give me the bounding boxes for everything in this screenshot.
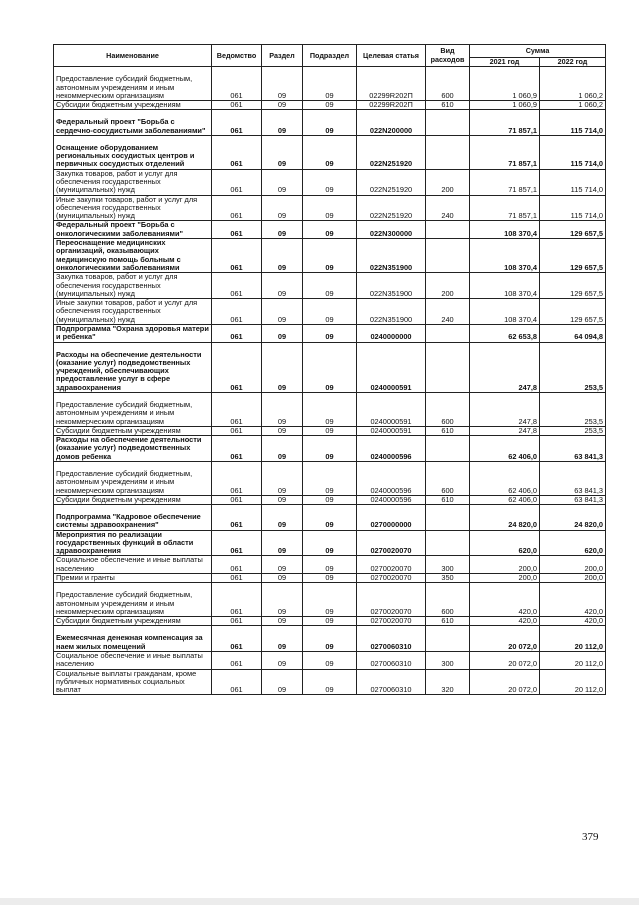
cell-sum-2022: 129 657,5 <box>540 299 606 325</box>
cell-name: Закупка товаров, работ и услуг для обеспечения государственных (муниципальных) нужд <box>54 273 212 299</box>
header-year-2022: 2022 год <box>540 58 606 67</box>
cell-sum-2022: 1 060,2 <box>540 101 606 110</box>
cell-subsection: 09 <box>303 221 357 239</box>
cell-subsection: 09 <box>303 574 357 583</box>
cell-department: 061 <box>212 169 262 195</box>
cell-department: 061 <box>212 67 262 101</box>
cell-department: 061 <box>212 505 262 531</box>
cell-name: Предоставление субсидий бюджетным, автономным учреждениям и иным некоммерческим организациям <box>54 462 212 496</box>
table-row <box>54 530 606 556</box>
cell-sum-2021: 71 857,1 <box>470 169 540 195</box>
cell-sum-2022: 20 112,0 <box>540 669 606 695</box>
cell-section: 09 <box>262 574 303 583</box>
cell-department: 061 <box>212 617 262 626</box>
cell-sum-2022: 115 714,0 <box>540 110 606 136</box>
cell-section: 09 <box>262 495 303 504</box>
cell-target-article: 0270020070 <box>357 617 426 626</box>
header-sum: Сумма <box>470 45 606 58</box>
cell-sum-2022: 115 714,0 <box>540 195 606 221</box>
cell-department: 061 <box>212 325 262 343</box>
cell-sum-2022: 115 714,0 <box>540 169 606 195</box>
cell-subsection: 09 <box>303 273 357 299</box>
cell-department: 061 <box>212 393 262 427</box>
cell-target-article: 0270060310 <box>357 626 426 652</box>
cell-department: 061 <box>212 342 262 392</box>
cell-sum-2021: 247,8 <box>470 393 540 427</box>
cell-sum-2022: 63 841,3 <box>540 436 606 462</box>
header-subsection: Подраздел <box>303 45 357 67</box>
cell-subsection: 09 <box>303 101 357 110</box>
table-row <box>54 273 606 299</box>
cell-sum-2022: 253,5 <box>540 393 606 427</box>
table-row <box>54 393 606 427</box>
cell-name: Подпрограмма "Кадровое обеспечение системы здравоохранения" <box>54 505 212 531</box>
cell-department: 061 <box>212 530 262 556</box>
cell-expense-type <box>426 530 470 556</box>
cell-name: Закупка товаров, работ и услуг для обеспечения государственных (муниципальных) нужд <box>54 169 212 195</box>
cell-sum-2022: 129 657,5 <box>540 273 606 299</box>
cell-sum-2022: 420,0 <box>540 583 606 617</box>
cell-sum-2022: 20 112,0 <box>540 651 606 669</box>
cell-sum-2022: 64 094,8 <box>540 325 606 343</box>
cell-subsection: 09 <box>303 556 357 574</box>
cell-expense-type: 600 <box>426 67 470 101</box>
cell-expense-type: 320 <box>426 669 470 695</box>
cell-section: 09 <box>262 505 303 531</box>
cell-subsection: 09 <box>303 583 357 617</box>
cell-expense-type <box>426 239 470 273</box>
cell-expense-type: 300 <box>426 651 470 669</box>
cell-section: 09 <box>262 556 303 574</box>
table-row <box>54 462 606 496</box>
header-name: Наименование <box>54 45 212 67</box>
cell-expense-type <box>426 110 470 136</box>
cell-expense-type: 610 <box>426 617 470 626</box>
cell-department: 061 <box>212 436 262 462</box>
table-row <box>54 583 606 617</box>
table-header <box>54 45 606 67</box>
cell-expense-type <box>426 505 470 531</box>
cell-sum-2022: 129 657,5 <box>540 239 606 273</box>
cell-section: 09 <box>262 135 303 169</box>
cell-name: Субсидии бюджетным учреждениям <box>54 495 212 504</box>
cell-sum-2022: 200,0 <box>540 574 606 583</box>
cell-name: Ежемесячная денежная компенсация за наем жилых помещений <box>54 626 212 652</box>
cell-sum-2022: 63 841,3 <box>540 462 606 496</box>
cell-target-article: 0240000000 <box>357 325 426 343</box>
cell-target-article: 0240000596 <box>357 495 426 504</box>
cell-target-article: 022N300000 <box>357 221 426 239</box>
table-row <box>54 169 606 195</box>
cell-sum-2021: 620,0 <box>470 530 540 556</box>
cell-sum-2022: 1 060,2 <box>540 67 606 101</box>
cell-subsection: 09 <box>303 239 357 273</box>
table-row <box>54 556 606 574</box>
table-row <box>54 505 606 531</box>
header-section: Раздел <box>262 45 303 67</box>
cell-subsection: 09 <box>303 135 357 169</box>
cell-department: 061 <box>212 583 262 617</box>
cell-sum-2021: 62 406,0 <box>470 462 540 496</box>
cell-department: 061 <box>212 574 262 583</box>
cell-subsection: 09 <box>303 110 357 136</box>
cell-target-article: 0270020070 <box>357 583 426 617</box>
header-target-article: Целевая статья <box>357 45 426 67</box>
cell-target-article: 022N200000 <box>357 110 426 136</box>
cell-section: 09 <box>262 426 303 435</box>
cell-section: 09 <box>262 436 303 462</box>
cell-expense-type <box>426 325 470 343</box>
cell-sum-2021: 108 370,4 <box>470 221 540 239</box>
table-row <box>54 135 606 169</box>
cell-sum-2021: 24 820,0 <box>470 505 540 531</box>
cell-subsection: 09 <box>303 505 357 531</box>
cell-subsection: 09 <box>303 462 357 496</box>
cell-expense-type <box>426 135 470 169</box>
cell-name: Субсидии бюджетным учреждениям <box>54 426 212 435</box>
cell-section: 09 <box>262 325 303 343</box>
cell-sum-2021: 247,8 <box>470 342 540 392</box>
cell-subsection: 09 <box>303 325 357 343</box>
table-row <box>54 574 606 583</box>
table-row <box>54 495 606 504</box>
table-row <box>54 325 606 343</box>
cell-expense-type: 600 <box>426 583 470 617</box>
cell-subsection: 09 <box>303 299 357 325</box>
table-row <box>54 342 606 392</box>
cell-name: Предоставление субсидий бюджетным, автономным учреждениям и иным некоммерческим организациям <box>54 67 212 101</box>
page-number: 379 <box>582 831 599 843</box>
cell-subsection: 09 <box>303 342 357 392</box>
cell-name: Социальное обеспечение и иные выплаты населению <box>54 556 212 574</box>
cell-sum-2021: 108 370,4 <box>470 299 540 325</box>
cell-expense-type: 200 <box>426 169 470 195</box>
cell-name: Иные закупки товаров, работ и услуг для обеспечения государственных (муниципальных) нужд <box>54 299 212 325</box>
cell-sum-2021: 200,0 <box>470 556 540 574</box>
cell-sum-2021: 62 406,0 <box>470 495 540 504</box>
cell-target-article: 0270020070 <box>357 530 426 556</box>
cell-target-article: 02299R202П <box>357 101 426 110</box>
cell-section: 09 <box>262 273 303 299</box>
cell-sum-2021: 247,8 <box>470 426 540 435</box>
cell-department: 061 <box>212 273 262 299</box>
header-expense-type: Вид расходов <box>426 45 470 67</box>
cell-section: 09 <box>262 101 303 110</box>
cell-department: 061 <box>212 239 262 273</box>
cell-sum-2022: 620,0 <box>540 530 606 556</box>
cell-expense-type: 610 <box>426 495 470 504</box>
cell-section: 09 <box>262 239 303 273</box>
cell-section: 09 <box>262 299 303 325</box>
cell-department: 061 <box>212 462 262 496</box>
cell-section: 09 <box>262 583 303 617</box>
cell-sum-2022: 115 714,0 <box>540 135 606 169</box>
cell-section: 09 <box>262 651 303 669</box>
cell-expense-type <box>426 221 470 239</box>
cell-sum-2022: 129 657,5 <box>540 221 606 239</box>
cell-sum-2021: 20 072,0 <box>470 669 540 695</box>
cell-sum-2021: 1 060,9 <box>470 67 540 101</box>
cell-expense-type: 240 <box>426 299 470 325</box>
cell-sum-2021: 200,0 <box>470 574 540 583</box>
cell-target-article: 0240000591 <box>357 393 426 427</box>
cell-target-article: 022N251920 <box>357 169 426 195</box>
cell-department: 061 <box>212 651 262 669</box>
cell-subsection: 09 <box>303 495 357 504</box>
cell-department: 061 <box>212 299 262 325</box>
cell-target-article: 0270060310 <box>357 669 426 695</box>
cell-name: Иные закупки товаров, работ и услуг для обеспечения государственных (муниципальных) нужд <box>54 195 212 221</box>
cell-name: Оснащение оборудованием региональных сосудистых центров и первичных сосудистых отделений <box>54 135 212 169</box>
table-row <box>54 626 606 652</box>
table-row <box>54 110 606 136</box>
cell-sum-2021: 420,0 <box>470 617 540 626</box>
cell-sum-2022: 20 112,0 <box>540 626 606 652</box>
cell-expense-type: 200 <box>426 273 470 299</box>
cell-subsection: 09 <box>303 436 357 462</box>
cell-target-article: 022N351900 <box>357 299 426 325</box>
cell-department: 061 <box>212 626 262 652</box>
cell-sum-2021: 108 370,4 <box>470 239 540 273</box>
cell-section: 09 <box>262 530 303 556</box>
cell-subsection: 09 <box>303 426 357 435</box>
cell-name: Мероприятия по реализации государственных функций в области здравоохранения <box>54 530 212 556</box>
cell-name: Субсидии бюджетным учреждениям <box>54 101 212 110</box>
cell-name: Переоснащение медицинских организаций, оказывающих медицинскую помощь больным с онкологическими заболеваниями <box>54 239 212 273</box>
cell-subsection: 09 <box>303 617 357 626</box>
cell-section: 09 <box>262 67 303 101</box>
cell-sum-2022: 420,0 <box>540 617 606 626</box>
cell-sum-2021: 71 857,1 <box>470 195 540 221</box>
cell-sum-2022: 24 820,0 <box>540 505 606 531</box>
cell-sum-2021: 20 072,0 <box>470 626 540 652</box>
cell-expense-type: 610 <box>426 101 470 110</box>
cell-target-article: 022N251920 <box>357 195 426 221</box>
cell-subsection: 09 <box>303 669 357 695</box>
cell-section: 09 <box>262 110 303 136</box>
cell-target-article: 022N351900 <box>357 239 426 273</box>
cell-department: 061 <box>212 495 262 504</box>
cell-sum-2022: 63 841,3 <box>540 495 606 504</box>
cell-sum-2021: 71 857,1 <box>470 135 540 169</box>
cell-section: 09 <box>262 221 303 239</box>
cell-sum-2022: 200,0 <box>540 556 606 574</box>
cell-expense-type: 610 <box>426 426 470 435</box>
cell-name: Федеральный проект "Борьба с сердечно-сосудистыми заболеваниями" <box>54 110 212 136</box>
table-row <box>54 239 606 273</box>
cell-department: 061 <box>212 135 262 169</box>
cell-section: 09 <box>262 617 303 626</box>
cell-sum-2021: 420,0 <box>470 583 540 617</box>
cell-name: Расходы на обеспечение деятельности (оказание услуг) подведомственных учреждений, обеспечивающих предоставление услуг в сфере здравоохранения <box>54 342 212 392</box>
cell-target-article: 022N251920 <box>357 135 426 169</box>
cell-department: 061 <box>212 221 262 239</box>
cell-expense-type: 350 <box>426 574 470 583</box>
cell-section: 09 <box>262 169 303 195</box>
table-row <box>54 669 606 695</box>
cell-target-article: 0240000596 <box>357 436 426 462</box>
table-row <box>54 221 606 239</box>
cell-subsection: 09 <box>303 393 357 427</box>
cell-target-article: 0240000596 <box>357 462 426 496</box>
cell-target-article: 0270060310 <box>357 651 426 669</box>
cell-target-article: 0270000000 <box>357 505 426 531</box>
cell-sum-2021: 20 072,0 <box>470 651 540 669</box>
table-row <box>54 617 606 626</box>
cell-section: 09 <box>262 462 303 496</box>
cell-section: 09 <box>262 626 303 652</box>
table-row <box>54 651 606 669</box>
table-row <box>54 67 606 101</box>
table-row <box>54 299 606 325</box>
cell-sum-2022: 253,5 <box>540 342 606 392</box>
cell-department: 061 <box>212 426 262 435</box>
cell-sum-2021: 71 857,1 <box>470 110 540 136</box>
cell-section: 09 <box>262 393 303 427</box>
cell-name: Предоставление субсидий бюджетным, автономным учреждениям и иным некоммерческим организациям <box>54 583 212 617</box>
cell-subsection: 09 <box>303 67 357 101</box>
cell-department: 061 <box>212 110 262 136</box>
cell-sum-2022: 253,5 <box>540 426 606 435</box>
cell-name: Социальное обеспечение и иные выплаты населению <box>54 651 212 669</box>
cell-expense-type <box>426 626 470 652</box>
cell-sum-2021: 1 060,9 <box>470 101 540 110</box>
cell-target-article: 0240000591 <box>357 342 426 392</box>
cell-department: 061 <box>212 101 262 110</box>
table-body <box>54 67 606 695</box>
cell-sum-2021: 62 653,8 <box>470 325 540 343</box>
cell-name: Федеральный проект "Борьба с онкологическими заболеваниями" <box>54 221 212 239</box>
cell-subsection: 09 <box>303 169 357 195</box>
cell-department: 061 <box>212 556 262 574</box>
cell-expense-type: 240 <box>426 195 470 221</box>
cell-name: Социальные выплаты гражданам, кроме публичных нормативных социальных выплат <box>54 669 212 695</box>
cell-expense-type <box>426 342 470 392</box>
cell-name: Подпрограмма "Охрана здоровья матери и ребенка" <box>54 325 212 343</box>
cell-name: Предоставление субсидий бюджетным, автономным учреждениям и иным некоммерческим организациям <box>54 393 212 427</box>
cell-subsection: 09 <box>303 195 357 221</box>
cell-target-article: 0270020070 <box>357 574 426 583</box>
cell-section: 09 <box>262 669 303 695</box>
cell-subsection: 09 <box>303 651 357 669</box>
cell-section: 09 <box>262 342 303 392</box>
cell-name: Премии и гранты <box>54 574 212 583</box>
cell-target-article: 022N351900 <box>357 273 426 299</box>
cell-department: 061 <box>212 195 262 221</box>
cell-sum-2021: 108 370,4 <box>470 273 540 299</box>
cell-expense-type: 600 <box>426 393 470 427</box>
cell-name: Расходы на обеспечение деятельности (оказание услуг) подведомственных домов ребенка <box>54 436 212 462</box>
header-department: Ведомство <box>212 45 262 67</box>
cell-target-article: 02299R202П <box>357 67 426 101</box>
cell-expense-type <box>426 436 470 462</box>
cell-target-article: 0240000591 <box>357 426 426 435</box>
table-row <box>54 436 606 462</box>
cell-sum-2021: 62 406,0 <box>470 436 540 462</box>
header-year-2021: 2021 год <box>470 58 540 67</box>
table-row <box>54 195 606 221</box>
cell-subsection: 09 <box>303 530 357 556</box>
cell-section: 09 <box>262 195 303 221</box>
budget-table <box>53 44 606 695</box>
cell-department: 061 <box>212 669 262 695</box>
table-row <box>54 101 606 110</box>
cell-expense-type: 600 <box>426 462 470 496</box>
scan-edge <box>0 898 639 905</box>
cell-subsection: 09 <box>303 626 357 652</box>
cell-target-article: 0270020070 <box>357 556 426 574</box>
cell-expense-type: 300 <box>426 556 470 574</box>
cell-name: Субсидии бюджетным учреждениям <box>54 617 212 626</box>
